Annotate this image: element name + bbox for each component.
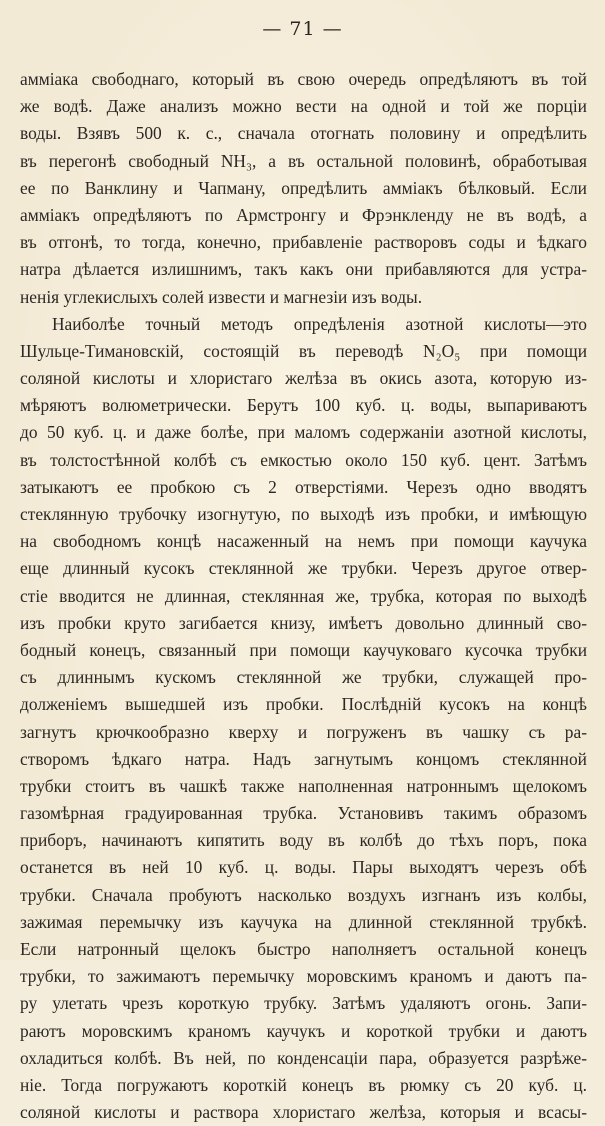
text-line: долженіемъ вышедшей изъ пробки. Послѣдній кусокъ на концѣ [20, 694, 587, 715]
paragraph [20, 311, 587, 1126]
text-line: мѣряютъ волюметрически. Берутъ 100 куб. ц. воды, выпариваютъ [20, 395, 587, 416]
text-line: въ отгонѣ, то тогда, конечно, прибавленіе растворовъ соды и ѣдкаго [20, 232, 587, 253]
text-line: изъ пробки круто загибается книзу, имѣетъ довольно длинный сво- [20, 612, 587, 633]
text-line: амміакъ опредѣляютъ по Армстронгу и Фрэнкленду не въ водѣ, а [20, 204, 587, 225]
text-line: бодный конецъ, связанный при помощи каучуковаго кусочка трубки [20, 639, 587, 660]
text-line: трубки. Сначала пробуютъ насколько воздухъ изгнанъ изъ колбы, [20, 884, 587, 905]
page-number: — 71 — [262, 18, 343, 40]
paragraph [20, 66, 587, 311]
text-line: приборъ, начинаютъ кипятить воду въ колбѣ до тѣхъ поръ, пока [20, 830, 587, 851]
text-line: соляной кислоты и хлористаго желѣза въ окись азота, которую из- [20, 368, 587, 389]
text-line: натра дѣлается излишнимъ, такъ какъ они прибавляются для устра- [20, 259, 587, 280]
text-line: трубки стоитъ въ чашкѣ также наполненная натроннымъ щелокомъ [20, 775, 587, 796]
text-line: ру улетать чрезъ короткую трубку. Затѣмъ удаляютъ огонь. Запи- [20, 993, 587, 1014]
text-line: амміака свободнаго, который въ свою очередь опредѣляютъ въ той [20, 69, 587, 89]
text-line: въ толстостѣнной колбѣ съ емкостью около 150 куб. цент. Затѣмъ [20, 449, 587, 470]
text-line: Наиболѣе точный методъ опредѣленія азотной кислоты—это [52, 313, 587, 334]
text-line: останется въ ней 10 куб. ц. воды. Пары выходятъ черезъ обѣ [20, 857, 587, 878]
text-line: ее по Ванклину и Чапману, опредѣлить амміакъ бѣлковый. Если [20, 177, 587, 198]
text-line: стіе вводится не длинная, стеклянная же, трубка, которая по выходѣ [20, 585, 587, 606]
text-line: зажимая перемычку изъ каучука на длинной стеклянной трубкѣ. [20, 911, 587, 932]
text-line: на свободномъ концѣ насаженный на немъ при помощи каучука [20, 531, 587, 552]
text-line: стеклянную трубочку изогнутую, по выходѣ изъ пробки, и имѣющую [20, 504, 587, 524]
text-line: ненія углекислыхъ солей извести и магнезіи изъ воды. [20, 286, 423, 307]
text-line: раютъ моровскимъ краномъ каучукъ и короткой трубки и даютъ [20, 1020, 587, 1041]
text-line: до 50 куб. ц. и даже болѣе, при маломъ содержаніи азотной кислоты, [20, 422, 587, 443]
text-line: затыкаютъ ее пробкою съ 2 отверстіями. Черезъ одно вводятъ [20, 476, 587, 497]
text-line: съ длиннымъ кускомъ стеклянной же трубки, служащей про- [20, 667, 587, 688]
text-line: загнутъ крючкообразно кверху и погруженъ въ чашку съ ра- [20, 721, 587, 742]
text-line: воды. Взявъ 500 к. с., сначала отогнать половину и опредѣлить [20, 123, 587, 144]
text-line: газомѣрная градуированная трубка. Установивъ такимъ образомъ [20, 803, 587, 824]
text-line: ніе. Тогда погружаютъ короткій конецъ въ рюмку съ 20 куб. ц. [20, 1074, 587, 1095]
text-line: Если натронный щелокъ быстро наполняетъ остальной конецъ [20, 939, 587, 959]
text-line: створомъ ѣдкаго натра. Надъ загнутымъ концомъ стеклянной [20, 748, 587, 769]
text-line: же водѣ. Даже анализъ можно вести на одной и той же порціи [20, 96, 587, 117]
text-line: соляной кислоты и раствора хлористаго желѣза, которыя и всасы- [20, 1102, 587, 1123]
text-line: охладиться колбѣ. Въ ней, по конденсаціи пара, образуется разрѣже- [20, 1047, 587, 1068]
body-text [20, 66, 587, 1126]
text-line: еще длинный кусокъ стеклянной же трубки. Черезъ другое отвер- [20, 558, 587, 579]
text-line: Шульце-Тимановскій, состоящій въ переводѣ N₂O₅ при помощи [20, 340, 587, 361]
text-line: трубки, то зажимаютъ перемычку моровскимъ краномъ и даютъ па- [20, 966, 587, 987]
text-line: въ перегонѣ свободный NH₃, а въ остальной половинѣ, обработывая [20, 150, 587, 171]
